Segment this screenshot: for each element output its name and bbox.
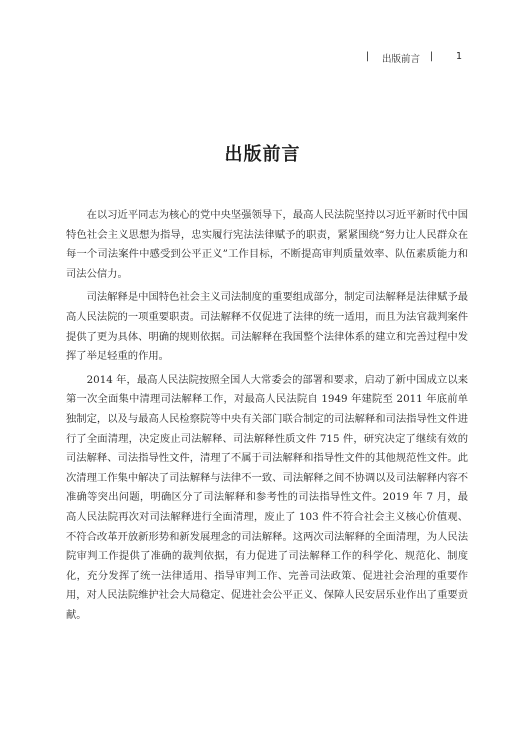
page-number: 1 — [456, 51, 463, 62]
running-head-separator: | — [430, 51, 434, 62]
paragraph-1: 在以习近平同志为核心的党中央坚强领导下，最高人民法院坚持以习近平新时代中国特色社会主义思想为指导，忠实履行宪法法律赋予的职责，紧紧围绕“努力让人民群众在每一个司法案件中感受到公平正义”工作目标，不断提高审判质量效率、队伍素质能力和司法公信力。 — [66, 209, 468, 280]
running-head-separator: | — [366, 51, 370, 62]
running-head — [366, 50, 476, 66]
paragraph-2: 司法解释是中国特色社会主义司法制度的重要组成部分，制定司法解释是法律赋予最高人民法院的一项重要职责。司法解释不仅促进了法律的统一适用，而且为法官裁判案件提供了更为具体、明确的规则依据。司法解释在我国整个法律体系的建立和完善过程中发挥了举足轻重的作用。 — [66, 291, 468, 363]
paragraph-3: 2014 年，最高人民法院按照全国人大常委会的部署和要求，启动了新中国成立以来第一次全面集中清理司法解释工作，对最高人民法院自 1949 年建院至 2011 年底前单独制定，以及与最高人民检察院等中央有关部门联合制定的司法解释和司法指导性文件进行了全面清理，决定废止司法解释、司法解释性质文件 715 件，研究决定了继续有效的司法解释、司法指导性文件，清理了不属于司法解释和指导性文件的其他规范性文件。此次清理工作集中解决了司法解释与法律不一致、司法解释之间不协调以及司法解释内容不准确等突出问题，明确区分了司法解释和参考性的司法指导性文件。2019 年 7 月，最高人民法院再次对司法解释进行全面清理，废止了 103 件不符合社会主义核心价值观、不符合改革开放新形势和新发展理念的司法解释。这两次司法解释的全面清理，为人民法院审判工作提供了准确的裁判依据，有力促进了司法解释工作的科学化、规范化、制度化，充分发挥了统一法律适用、指导审判工作、完善司法政策、促进社会治理的重要作用，对人民法院维护社会大局稳定、促进社会公平正义、保障人民安居乐业作出了重要贡献。 — [66, 373, 468, 621]
page-title: 出版前言 — [224, 144, 301, 165]
body-text — [66, 206, 468, 629]
running-head-title: 出版前言 — [382, 54, 421, 65]
